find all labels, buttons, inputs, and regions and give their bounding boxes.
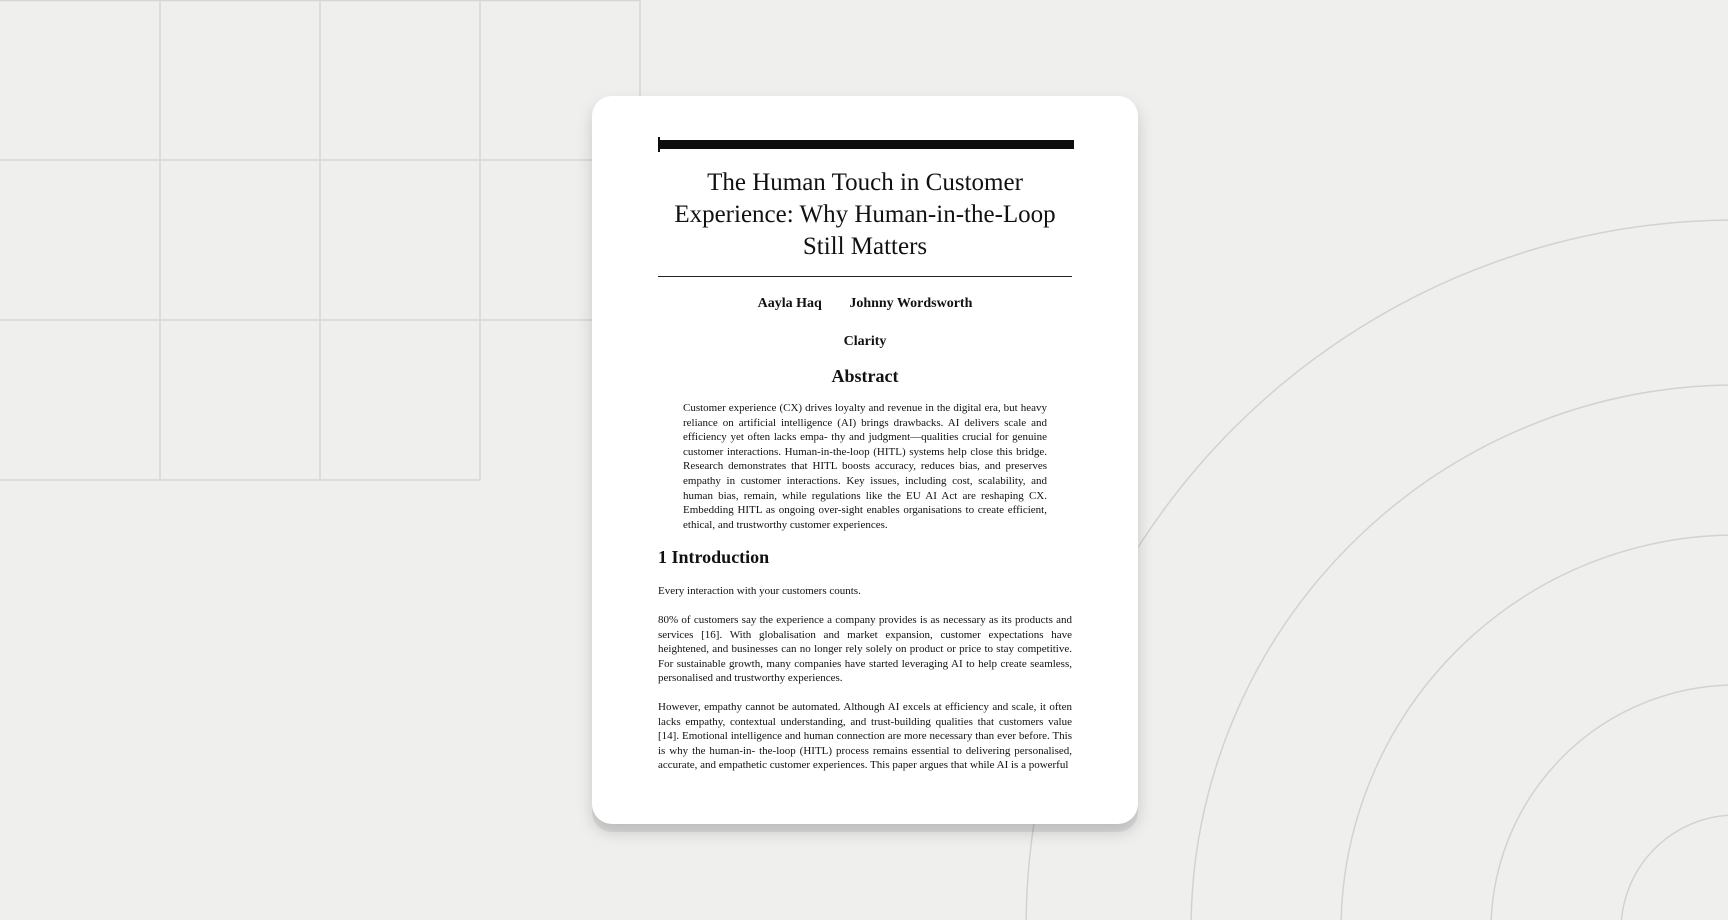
- body-paragraph: 80% of customers say the experience a company provides is as necessary as its products and services [16]. With globalisation and market expansion, customer expectations have heightened, and businesses can no longer rely solely on product or price to stay competitive. For sustainable growth, many companies have started leveraging AI to help create seamless, personalised and trustworthy experiences.: [658, 613, 1072, 685]
- author-name: Johnny Wordsworth: [849, 296, 973, 311]
- top-rule: [658, 140, 1074, 149]
- paper-title: The Human Touch in Customer Experience: Why Human-in-the-Loop Still Matters: [674, 169, 1056, 260]
- author-name: Aayla Haq: [757, 296, 822, 311]
- affiliation: Clarity: [843, 334, 887, 349]
- paper-card: [592, 96, 1138, 824]
- title-rule: [658, 276, 1072, 277]
- body-paragraph: However, empathy cannot be automated. Although AI excels at efficiency and scale, it often lacks empathy, contextual understanding, and trust-building qualities that customers value [14]. Emotional intelligence and human connection are more necessary than ever before. This is why the human-in- the-loop (HITL) process remains essential to delivering personalised, accurate, and empathetic customer experiences. This paper argues that while AI is a powerful: [658, 700, 1072, 772]
- abstract-heading: Abstract: [831, 366, 899, 386]
- authors: [658, 296, 1072, 312]
- body-paragraph: Every interaction with your customers counts.: [658, 585, 861, 598]
- section-heading: 1 Introduction: [658, 547, 770, 568]
- paper-page: [658, 140, 1072, 784]
- abstract-text: Customer experience (CX) drives loyalty and revenue in the digital era, but heavy reliance on artificial intelligence (AI) brings drawbacks. AI delivers scale and efficiency yet often lacks empa- thy and judgment—qualities crucial for genuine customer interactions. Human-in-the-loop (HITL) systems help close this bridge. Research demonstrates that HITL boosts accuracy, reduces bias, and preserves empathy in customer interactions. Key issues, including cost, scalability, and human bias, remain, while regulations like the EU AI Act are reshaping CX. Embedding HITL as ongoing over-sight enables organisations to create efficient, ethical, and trustworthy customer experiences.: [683, 402, 1047, 531]
